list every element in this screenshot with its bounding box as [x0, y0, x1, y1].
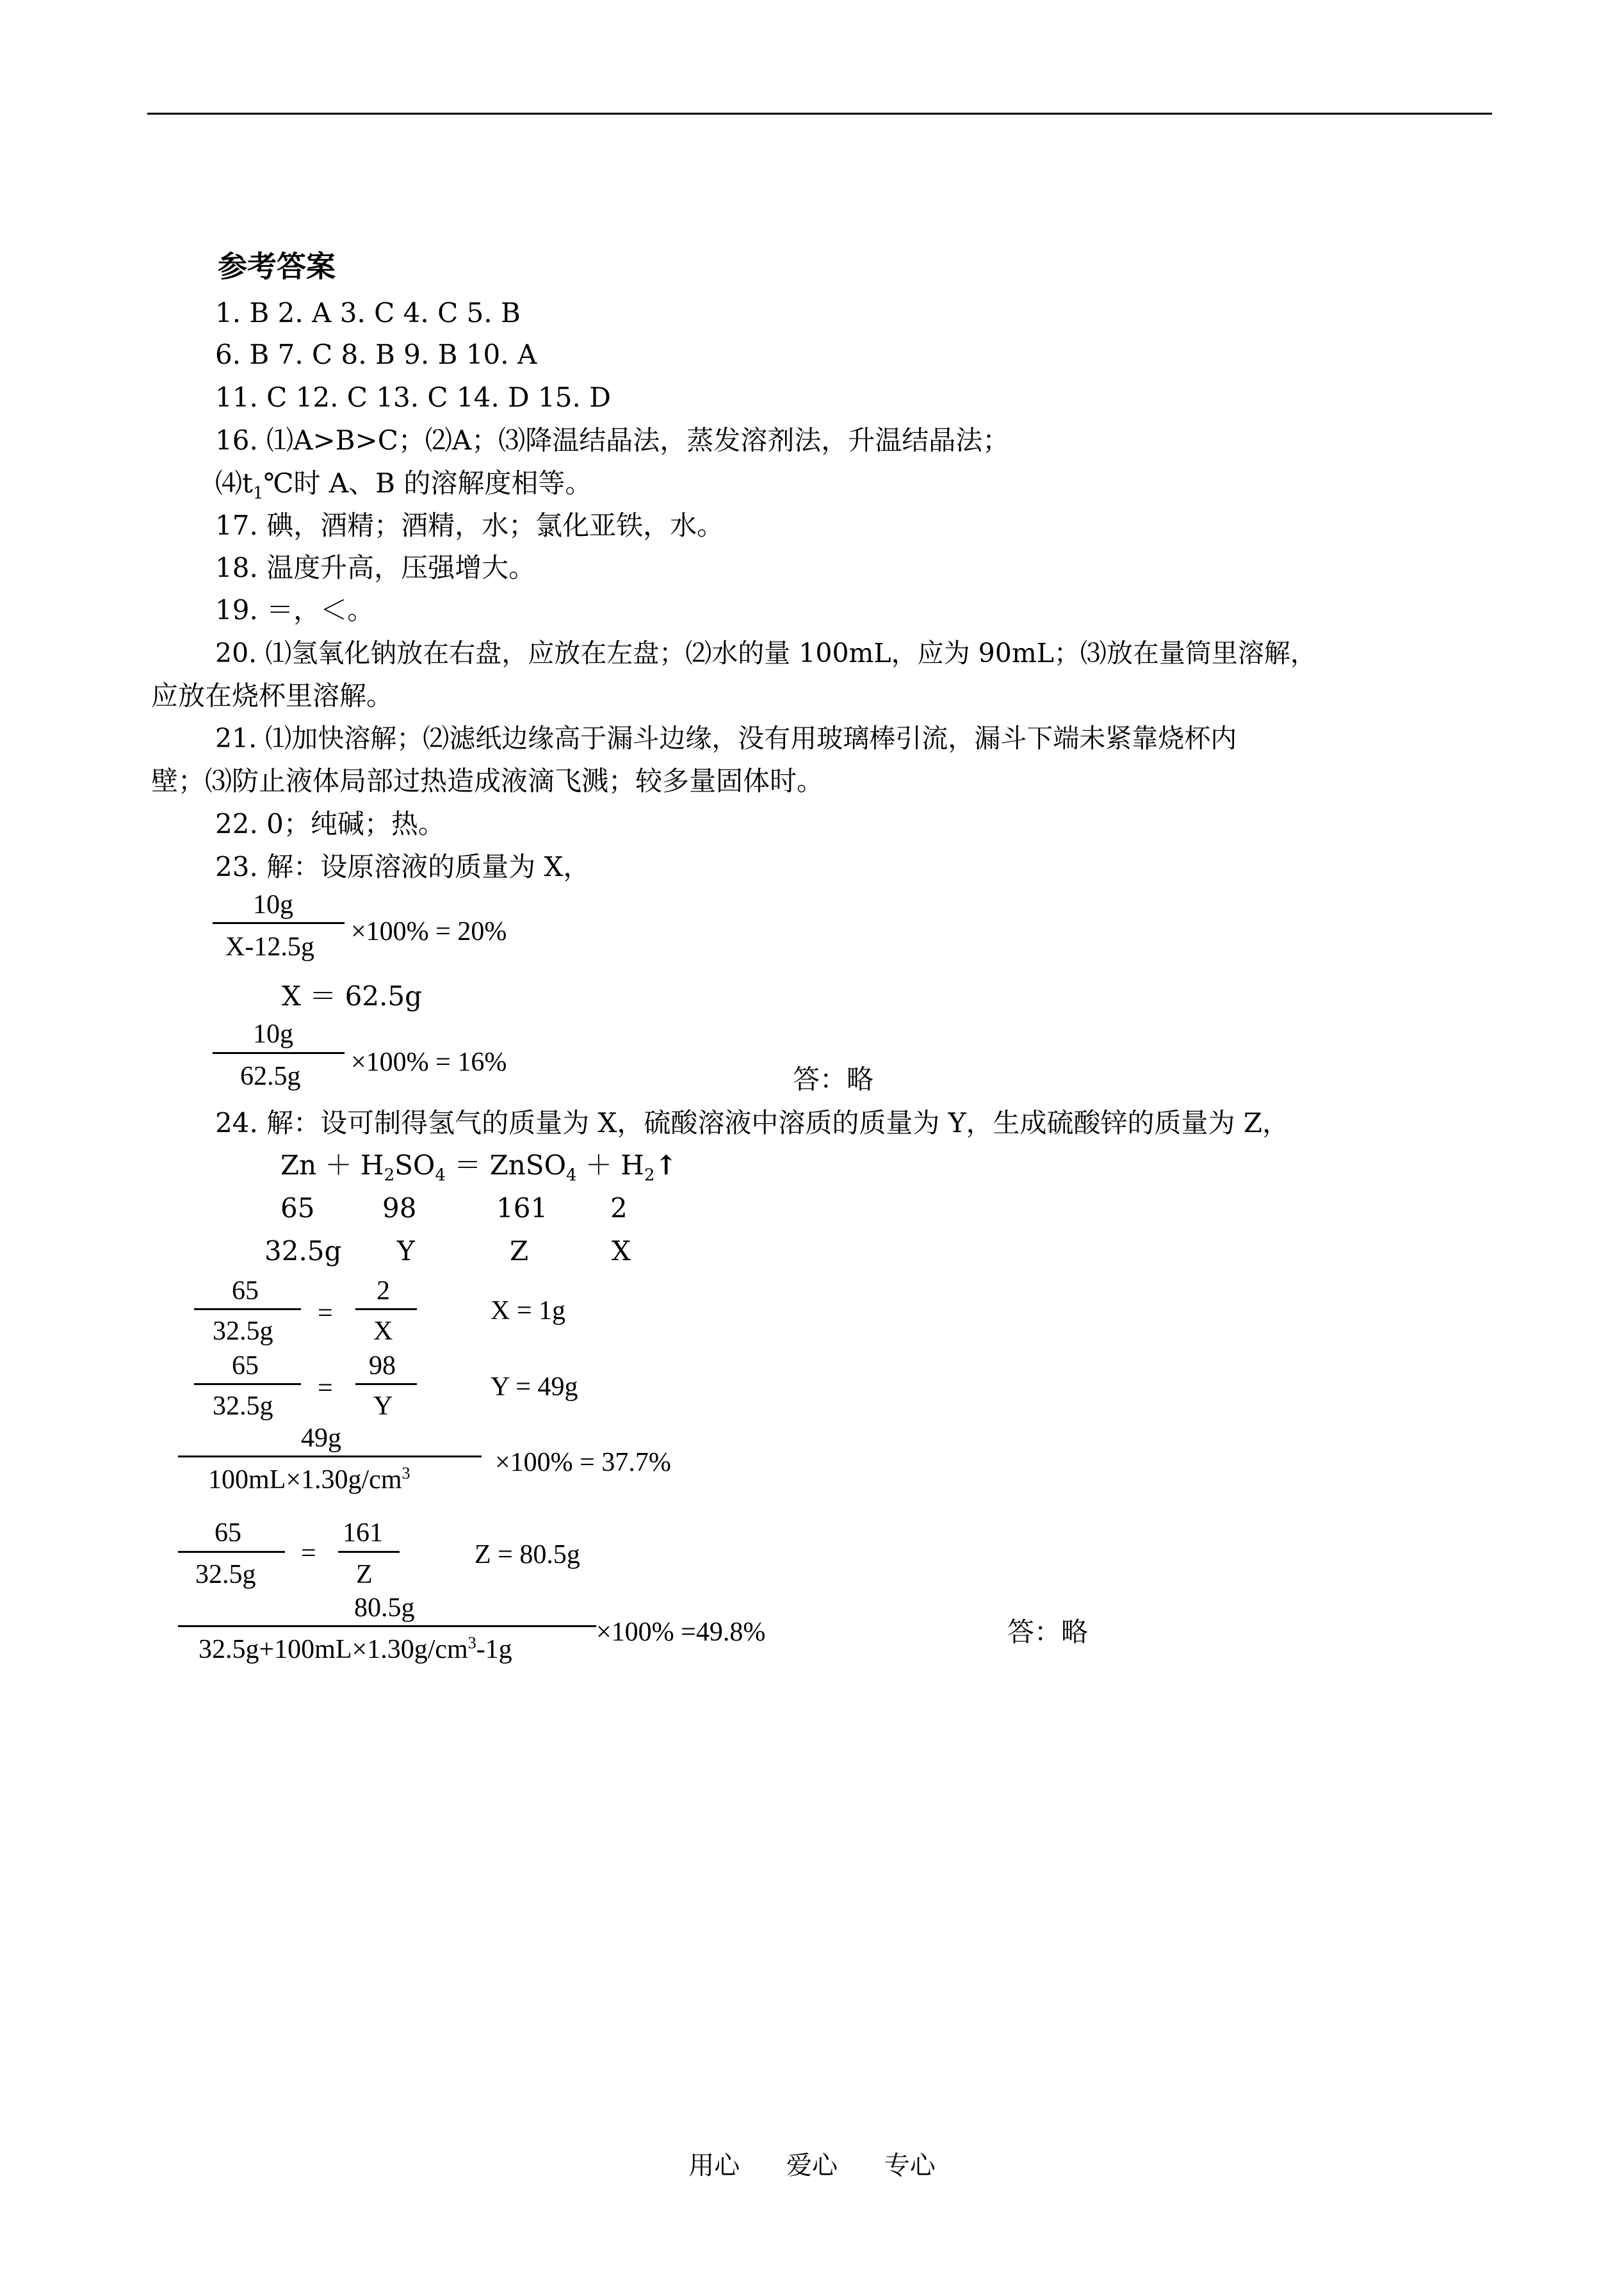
q23-f1-numerator: 10g [253, 890, 293, 920]
q23-f2-bar [213, 1052, 345, 1054]
r2-num-2: 98 [369, 1351, 396, 1381]
r2-bar-1 [194, 1383, 301, 1385]
q16-line-1: 16. ⑴A>B>C；⑵A；⑶降温结晶法，蒸发溶剂法，升温结晶法； [215, 425, 1010, 456]
r4-num-2: 161 [343, 1518, 383, 1548]
r1-bar-1 [194, 1308, 301, 1310]
q21-line-2: 壁；⑶防止液体局部过热造成液滴飞溅；较多量固体时。 [151, 765, 824, 797]
r4-den-1: 32.5g [195, 1560, 256, 1589]
r4-bar-2 [338, 1551, 400, 1553]
r4-result: Z = 80.5g [475, 1540, 580, 1569]
q23-f1-bar [213, 922, 345, 924]
q20-line-2: 应放在烧杯里溶解。 [151, 680, 394, 711]
r2-den-2: Y [373, 1391, 393, 1421]
r3-bar [178, 1456, 482, 1457]
r1-den-1: 32.5g [213, 1317, 273, 1346]
q19-line: 19. ＝，＜。 [215, 594, 375, 626]
r4-bar-1 [178, 1551, 285, 1553]
q23-f2-numerator: 10g [253, 1019, 293, 1049]
q24-answer: 答：略 [1007, 1616, 1089, 1648]
footer-word-1: 用心 [688, 2151, 740, 2180]
r1-equals: = [318, 1299, 333, 1328]
r3-denominator: $100mL\times 1.30g/cm^3$ [208, 1464, 410, 1495]
r1-result: X = 1g [491, 1296, 566, 1326]
r2-equals: = [318, 1374, 333, 1403]
r4-equals: = [301, 1539, 316, 1568]
r5-denominator: $32.5g+100mL\times 1.30g/cm^3-1g$ [199, 1634, 512, 1664]
molar-mass-zn: 65 [280, 1192, 315, 1224]
page-title: 参考答案 [218, 249, 336, 284]
unknown-x: X [612, 1235, 631, 1267]
q24-equation: $Zn + H_2SO_4$ ＝ ZnSO$_4$ ＋ $H_2↑$ [280, 1149, 678, 1185]
q23-x-value: X ＝ 62.5g [282, 980, 423, 1012]
r1-num-1: 65 [232, 1276, 259, 1306]
r2-result: Y = 49g [491, 1372, 578, 1402]
q23-f2-result: ×100% = 16% [351, 1048, 507, 1077]
r2-bar-2 [355, 1383, 417, 1385]
q23-answer: 答：略 [793, 1064, 874, 1095]
q22-line: 22. 0；纯碱；热。 [215, 808, 445, 839]
q17-line: 17. 碘，酒精；酒精，水；氯化亚铁，水。 [215, 510, 724, 541]
molar-mass-znso4: 161 [496, 1192, 548, 1224]
unknown-y: Y [397, 1235, 415, 1267]
page-footer [0, 2145, 1624, 2182]
r1-den-2: X [373, 1317, 393, 1346]
r1-num-2: 2 [377, 1276, 390, 1306]
q23-f2-denominator: 62.5g [240, 1062, 301, 1091]
q20-line-1: 20. ⑴氢氧化钠放在右盘，应放在左盘；⑵水的量 100mL，应为 90mL；⑶放在量筒里溶解， [215, 638, 1317, 669]
r2-num-1: 65 [232, 1351, 259, 1381]
q23-f1-result: ×100% = 20% [351, 917, 507, 946]
r4-num-1: 65 [215, 1518, 241, 1548]
r1-bar-2 [355, 1308, 417, 1310]
footer-word-3: 专心 [884, 2151, 936, 2180]
q16-line-2: $⑷t_1℃$时 A、B 的溶解度相等。 [215, 467, 592, 503]
q24-intro: 24. 解：设可制得氢气的质量为 X，硫酸溶液中溶质的质量为 Y，生成硫酸锌的质量为 Z， [215, 1107, 1290, 1139]
molar-mass-h2: 2 [610, 1192, 628, 1224]
r3-numerator: 49g [301, 1423, 341, 1453]
q23-f1-denominator: X-12.5g [225, 932, 314, 962]
molar-mass-h2so4: 98 [382, 1192, 417, 1224]
answers-row-2: 6. B 7. C 8. B 9. B 10. A [215, 339, 537, 370]
q21-line-1: 21. ⑴加快溶解；⑵滤纸边缘高于漏斗边缘，没有用玻璃棒引流，漏斗下端未紧靠烧杯内 [215, 723, 1237, 754]
q23-intro: 23. 解：设原溶液的质量为 X， [215, 851, 590, 882]
answers-row-3: 11. C 12. C 13. C 14. D 15. D [215, 382, 611, 413]
r3-result: ×100% = 37.7% [495, 1448, 671, 1477]
answers-row-1: 1. B 2. A 3. C 4. C 5. B [215, 297, 521, 328]
given-mass-zn: 32.5g [264, 1235, 342, 1267]
r5-numerator: 80.5g [354, 1593, 415, 1623]
r2-den-1: 32.5g [213, 1391, 273, 1421]
header-rule [147, 113, 1492, 115]
r5-result: ×100% =49.8% [596, 1618, 766, 1647]
footer-word-2: 爱心 [786, 2151, 838, 2180]
q18-line: 18. 温度升高，压强增大。 [215, 552, 536, 583]
r4-den-2: Z [356, 1560, 373, 1589]
r5-bar [178, 1625, 596, 1627]
unknown-z: Z [510, 1235, 529, 1267]
